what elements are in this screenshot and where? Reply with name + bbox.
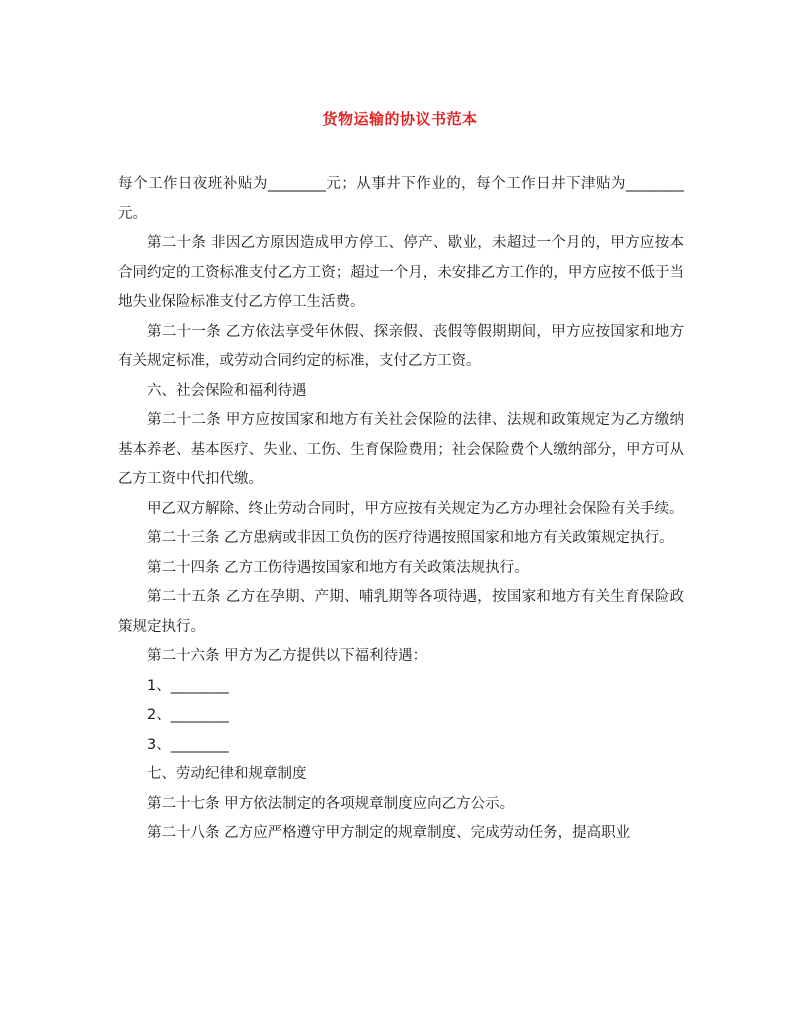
section-heading-social-insurance: 六、社会保险和福利待遇 [147, 382, 307, 399]
paragraph-article-28: 第二十八条 乙方应严格遵守甲方制定的规章制度、完成劳动任务，提高职业 [147, 825, 631, 841]
paragraph-night-shift-allowance: 每个工作日夜班补贴为________元；从事井下作业的，每个工作日井下津贴为________元。 [118, 176, 684, 222]
list-item-benefit-2: 2、________ [147, 707, 229, 723]
paragraph-termination-insurance: 甲乙双方解除、终止劳动合同时，甲方应按有关规定为乙方办理社会保险有关手续。 [147, 500, 684, 517]
document-title: 货物运输的协议书范本 [322, 110, 478, 128]
paragraph-article-26: 第二十六条 甲方为乙方提供以下福利待遇： [147, 648, 428, 664]
paragraph-article-23: 第二十三条 乙方患病或非因工负伤的医疗待遇按照国家和地方有关政策规定执行。 [147, 530, 674, 546]
paragraph-article-21: 第二十一条 乙方依法享受年休假、探亲假、丧假等假期期间，甲方应按国家和地方有关规定标准，或劳动合同约定的标准，支付乙方工资。 [118, 323, 684, 369]
section-heading-labor-discipline: 七、劳动纪律和规章制度 [147, 766, 307, 782]
paragraph-article-22: 第二十二条 甲方应按国家和地方有关社会保险的法律、法规和政策规定为乙方缴纳基本养老、基本医疗、失业、工伤、生育保险费用；社会保险费个人缴纳部分，甲方可从乙方工资中代扣代缴。 [118, 412, 684, 487]
list-item-benefit-3: 3、________ [147, 736, 229, 753]
list-item-benefit-1: 1、________ [147, 677, 229, 694]
paragraph-article-27: 第二十七条 甲方依法制定的各项规章制度应向乙方公示。 [147, 795, 515, 812]
paragraph-article-25: 第二十五条 乙方在孕期、产期、哺乳期等各项待遇，按国家和地方有关生育保险政策规定执行。 [118, 589, 684, 635]
document-body [118, 170, 684, 849]
paragraph-article-20: 第二十条 非因乙方原因造成甲方停工、停产、歇业，未超过一个月的，甲方应按本合同约定的工资标准支付乙方工资；超过一个月，未安排乙方工作的，甲方应按不低于当地失业保险标准支付乙方停工生活费。 [118, 235, 684, 310]
paragraph-article-24: 第二十四条 乙方工伤待遇按国家和地方有关政策法规执行。 [147, 559, 529, 576]
